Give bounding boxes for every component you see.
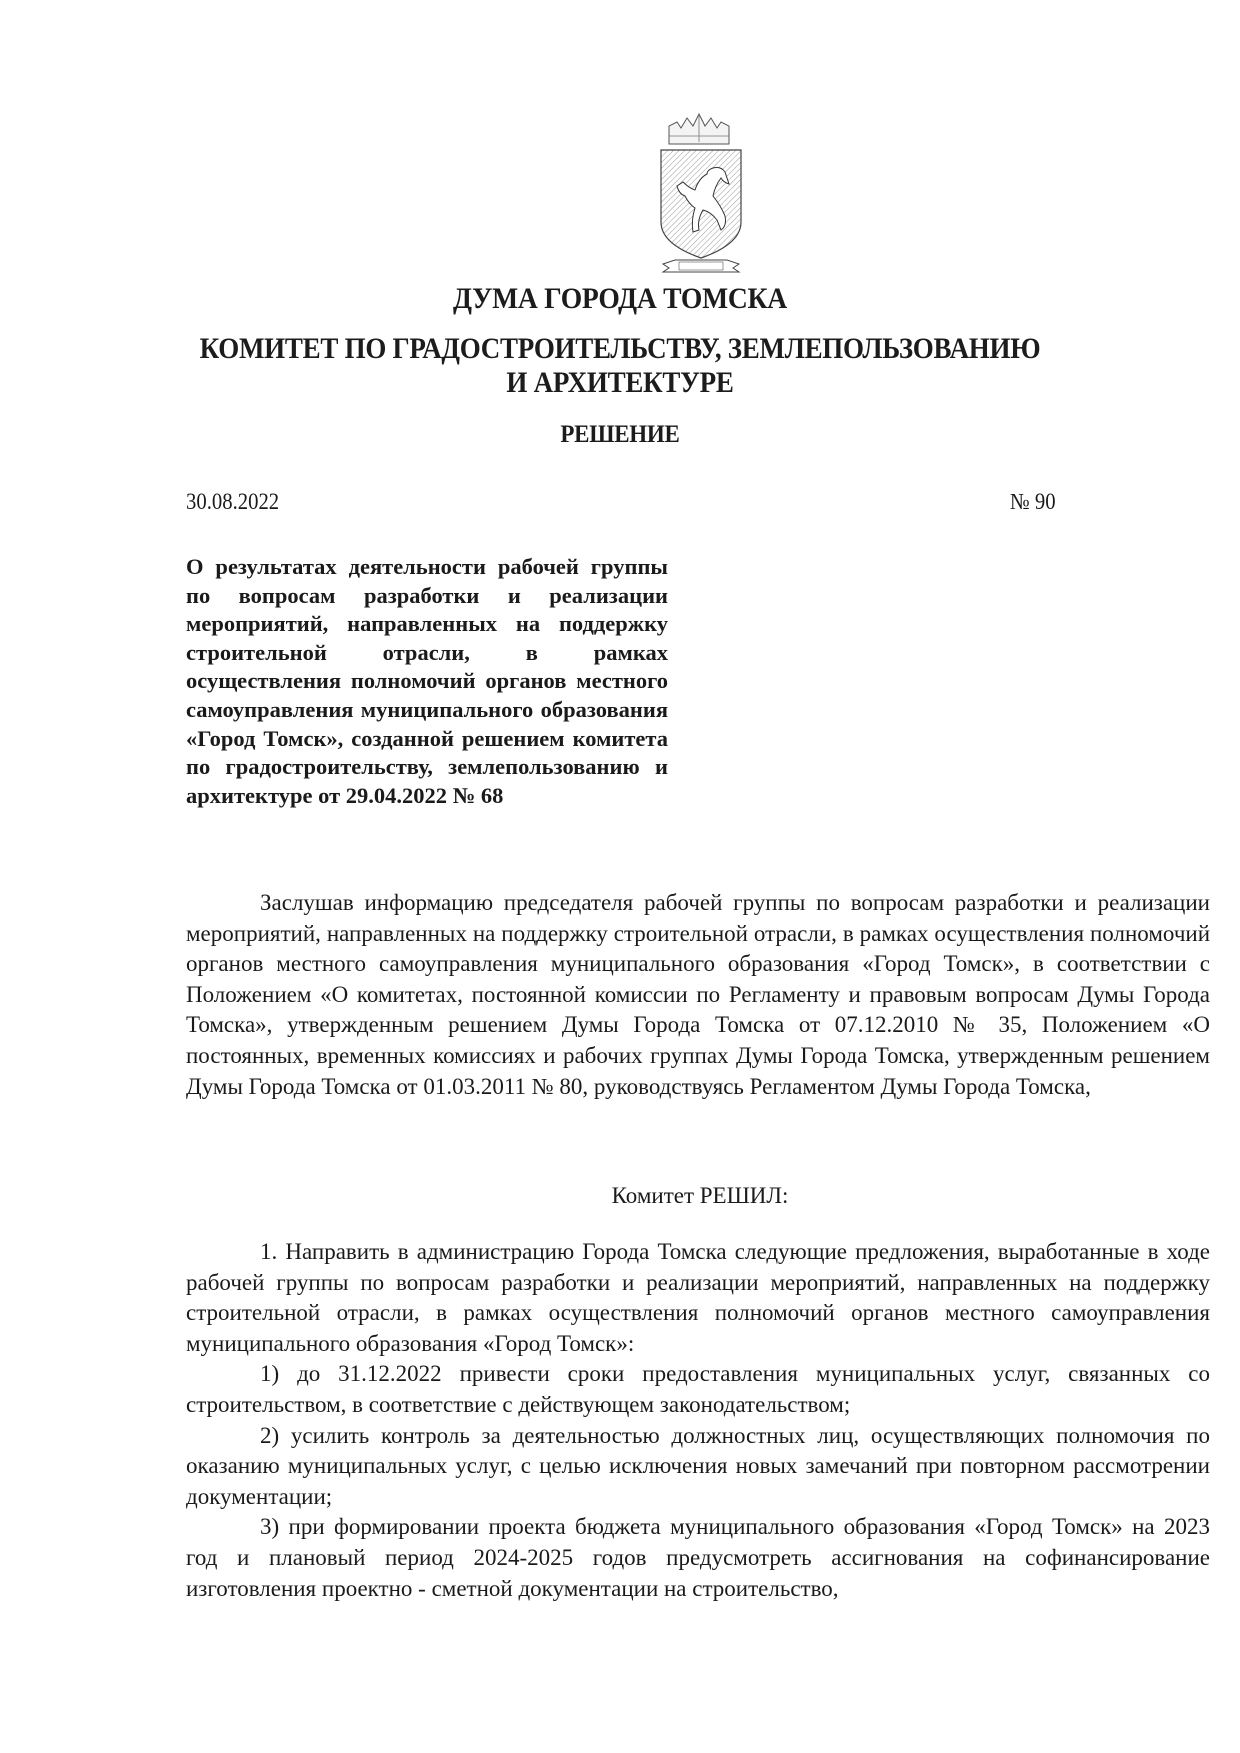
decision-date: 30.08.2022 (186, 489, 280, 514)
resolved-heading: Комитет РЕШИЛ: (611, 1183, 789, 1208)
organization-name: ДУМА ГОРОДА ТОМСКА (453, 282, 787, 315)
preamble-text: Заслушав информацию председателя рабочей группы по вопросам разработки и реализации мероприятий, направленных на поддержку строительной отрасли, в рамках осуществления полномочий органов местного самоуправления муниципального образования «Город Томск», в соответствии с Положением «О комитетах, постоянной комиссии по Регламенту и правовым вопросам Думы Города Томска», утвержденным решением Думы Города Томска от 07.12.2010 № 35, Положением «О постоянных, временных комиссиях и рабочих группах Думы Города Томска, утвержденным решением Думы Города Томска от 01.03.2011 № 80, руководствуясь Регламентом Думы Города Томска, (186, 890, 1210, 1099)
coat-of-arms-icon (655, 112, 747, 277)
decision-number: № 90 (1010, 489, 1056, 514)
committee-name (62, 332, 1178, 400)
decision-subitem: 3) при формировании проекта бюджета муниципального образования «Город Томск» на 2023 год и плановый период 2024-2025 годов предусмотреть ассигнования на софинансирование изготовления проектно - сметной документации на строительство, (186, 1514, 1210, 1601)
decision-item: 1. Направить в администрацию Города Томска следующие предложения, выработанные в ходе рабочей группы по вопросам разработки и реализации мероприятий, направленных на поддержку строительной отрасли, в рамках осуществления полномочий органов местного самоуправления муниципального образования «Город Томск»: (186, 1239, 1210, 1356)
document-type: РЕШЕНИЕ (560, 421, 680, 448)
decision-items (186, 1237, 1210, 1604)
decision-subitem: 1) до 31.12.2022 привести сроки предоставления муниципальных услуг, связанных со строительством, в соответствие с действующем законодательством; (186, 1361, 1210, 1417)
committee-name-line1: КОМИТЕТ ПО ГРАДОСТРОИТЕЛЬСТВУ, ЗЕМЛЕПОЛЬЗОВАНИЮ (199, 332, 1041, 365)
committee-name-line2: И АРХИТЕКТУРЕ (506, 366, 734, 399)
decision-subitem: 2) усилить контроль за деятельностью должностных лиц, осуществляющих полномочия по оказанию муниципальных услуг, с целью исключения новых замечаний при повторном рассмотрении документации; (186, 1422, 1210, 1509)
preamble (186, 888, 1210, 1102)
decision-subject: О результатах деятельности рабочей группы по вопросам разработки и реализации мероприятий, направленных на поддержку строительной отрасли, в рамках осуществления полномочий органов местного самоуправления муниципального образования «Город Томск», созданной решением комитета по градостроительству, землепользованию и архитектуре от 29.04.2022 № 68 (186, 554, 668, 808)
